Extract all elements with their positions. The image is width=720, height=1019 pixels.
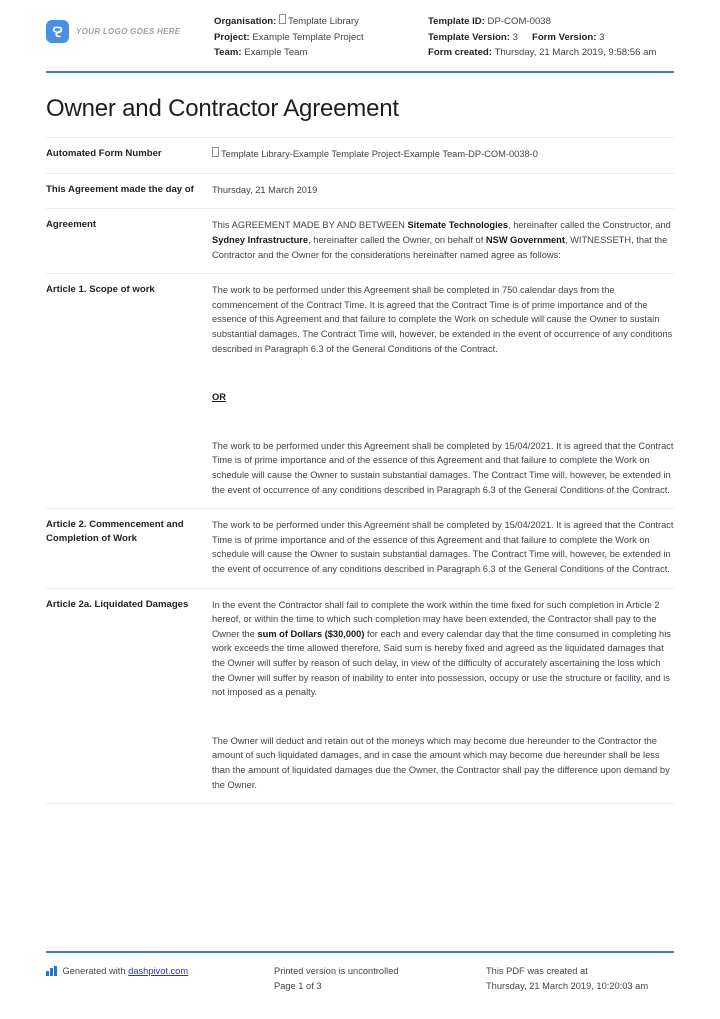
team-value: Example Team xyxy=(244,47,308,58)
missing-glyph-icon xyxy=(279,14,286,24)
article-2a-text-1: In the event the Contractor shall fail to complete the work within the time fixed for such completion in Article 2 hereof, or within the time to which such completion may have been extended, the Contractor shall pay to the Owner the xyxy=(212,599,660,639)
header-project-line xyxy=(214,30,428,46)
field-row-article-2 xyxy=(46,508,674,587)
agreement-bold-government: NSW Government xyxy=(485,235,565,246)
organisation-label: Organisation: xyxy=(214,16,277,27)
document-header xyxy=(46,0,674,69)
form-version-value: 3 xyxy=(599,31,605,43)
footer-created-info xyxy=(486,964,674,993)
field-row-agreement-date xyxy=(46,173,674,209)
field-value: Thursday, 21 March 2019 xyxy=(212,184,318,195)
project-label: Project: xyxy=(214,31,250,43)
header-team-line xyxy=(214,45,428,61)
field-value xyxy=(212,147,674,162)
template-version-label: Template Version: xyxy=(428,31,510,43)
field-label: Article 2a. Liquidated Damages xyxy=(46,598,189,610)
header-organisation-line xyxy=(214,14,428,30)
template-id-label: Template ID: xyxy=(428,16,485,27)
field-row-automated-form-number xyxy=(46,137,674,173)
article-1-paragraph-1: The work to be performed under this Agreement shall be completed in 750 calendar days from the commencement of the Contract Time. It is agreed that the Contract Time is of prime importance and of the essence of this Agreement and that failure to complete the Work on schedule will cause the Owner to sustain substantial damages. The Contract Time will, however, be extended in the event of occurrence of any conditions described in Paragraph 6.3 of the General Conditions of the Contract. xyxy=(212,285,673,354)
footer-page-number: Page 1 of 3 xyxy=(274,980,322,991)
agreement-text-1: This AGREEMENT MADE BY AND BETWEEN xyxy=(212,220,408,231)
field-value xyxy=(212,218,674,262)
form-fields xyxy=(46,137,674,804)
automated-form-number-value: Template Library-Example Template Project-Example Team-DP-COM-0038-0 xyxy=(221,149,538,160)
header-version-line xyxy=(428,30,674,46)
template-id-value: DP-COM-0038 xyxy=(487,16,551,27)
form-created-label: Form created: xyxy=(428,47,492,58)
team-label: Team: xyxy=(214,47,242,58)
agreement-text-2: , hereinafter called the Constructor, and xyxy=(508,220,671,231)
field-label: Article 2. Commencement and Completion of Work xyxy=(46,519,184,545)
footer-printed-line-1: Printed version is uncontrolled xyxy=(274,966,399,976)
article-1-or-label: OR xyxy=(212,392,226,403)
footer-generated-with xyxy=(46,964,274,993)
missing-glyph-icon xyxy=(212,147,219,157)
header-form-created-line xyxy=(428,45,674,61)
form-version-label: Form Version: xyxy=(531,31,597,43)
field-value xyxy=(212,518,674,576)
article-2-paragraph-1: The work to be performed under this Agreement shall be completed by 15/04/2021. It is agreed that the Contract Time is of prime importance and of the essence of this Agreement and that failure to complete the Work on schedule will cause the Owner to sustain substantial damages. The Contract Time will, however, be extended in the event of occurrence of any conditions described in Paragraph 6.3 of the General Conditions of the Contract. xyxy=(212,520,674,574)
header-divider xyxy=(46,71,674,73)
field-label: Agreement xyxy=(46,219,97,231)
header-meta-left xyxy=(214,14,428,61)
project-value: Example Template Project xyxy=(252,31,364,43)
agreement-text-3: , hereinafter called the Owner, on behalf of xyxy=(308,235,486,246)
article-1-paragraph-2: The work to be performed under this Agreement shall be completed by 15/04/2021. It is agreed that the Contract Time is of prime importance and of the essence of this Agreement and that failure to complete the Work on schedule will cause the Owner to sustain substantial damages. The Contract Time will, however, be extended in the event of occurrence of any conditions described in Paragraph 6.3 of the General Conditions of the Contract. xyxy=(212,440,674,495)
agreement-bold-constructor: Sitemate Technologies xyxy=(407,220,509,231)
dashpivot-link[interactable]: dashpivot.com xyxy=(128,966,189,976)
company-logo-icon xyxy=(46,20,69,43)
agreement-text-4: , WITNESSETH, that the Contractor and the Owner for the considerations hereinafter named agree as follows: xyxy=(212,235,668,260)
footer-created-line-1: This PDF was created at xyxy=(486,966,588,976)
field-label: Automated Form Number xyxy=(46,148,162,160)
page-title: Owner and Contractor Agreement xyxy=(46,94,399,122)
agreement-paragraph xyxy=(212,218,674,262)
agreement-bold-owner: Sydney Infrastructure xyxy=(212,235,309,246)
footer-created-timestamp: Thursday, 21 March 2019, 10:20:03 am xyxy=(486,980,649,991)
article-2a-text-2: for each and every calendar day that the time consumed in completing his work exceeds the time allowed therefore. Said sum is hereby fixed and agreed as the liquidated damages that the Owner will suffer by reason of such delay, in view of the difficulty of accurately ascertaining the loss which the Owner will suffer by reason of inability to enter into possession, occupy or use the structure or facility, and is not imposed as a penalty. xyxy=(212,628,671,698)
document-footer xyxy=(46,949,674,1019)
footer-columns xyxy=(46,953,674,993)
header-template-id-line xyxy=(428,14,674,30)
logo-block xyxy=(46,14,214,43)
article-2a-paragraph-1 xyxy=(212,598,674,700)
footer-printed-info xyxy=(274,964,486,993)
header-meta-right xyxy=(428,14,674,61)
bar-chart-icon xyxy=(46,964,57,976)
field-row-article-1 xyxy=(46,273,674,508)
article-2a-bold-sum: sum of Dollars ($30,000) xyxy=(257,628,365,639)
field-row-agreement xyxy=(46,208,674,273)
field-row-article-2a xyxy=(46,588,674,804)
footer-generated-text xyxy=(63,964,189,979)
field-value xyxy=(212,598,674,793)
form-created-value: Thursday, 21 March 2019, 9:58:56 am xyxy=(494,47,657,58)
template-version-value: 3 xyxy=(512,31,518,43)
field-label: This Agreement made the day of xyxy=(46,183,194,195)
organisation-value: Template Library xyxy=(288,16,359,27)
footer-generated-prefix: Generated with xyxy=(62,966,126,976)
content-spacer xyxy=(46,804,674,949)
logo-placeholder-text: YOUR LOGO GOES HERE xyxy=(76,27,181,36)
field-value xyxy=(212,283,674,497)
field-label: Article 1. Scope of work xyxy=(46,284,155,296)
article-2a-paragraph-2: The Owner will deduct and retain out of the moneys which may become due hereunder to the Contractor the amount of such liquidated damages, and in case the amount which may become due hereunder shall be less than the amount of liquidated damages due the Owner, the Contractor shall pay the difference upon demand by the Owner. xyxy=(212,735,670,790)
